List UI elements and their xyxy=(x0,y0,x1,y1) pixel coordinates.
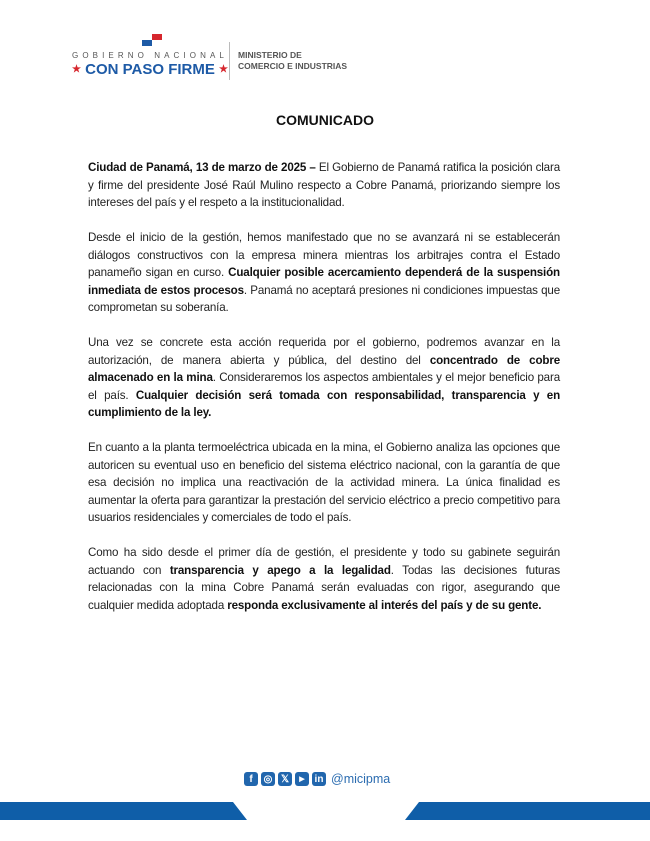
bold-text: concentrado de cobre almacenado en la mina xyxy=(88,353,560,384)
paragraph-2 xyxy=(88,229,560,317)
text: El Gobierno de Panamá ratifica la posición clara y firme del presidente José Raúl Mulino respecto a Cobre Panamá, priorizando siempre los intereses del país y el respeto a la institucionalidad. xyxy=(88,161,560,209)
divider xyxy=(229,42,230,80)
text: Como ha sido desde el primer día de gestión, el presidente y todo su gabinete seguirán actuando con xyxy=(88,546,560,577)
dateline: Ciudad de Panamá, 13 de marzo de 2025 – xyxy=(88,161,316,174)
facebook-icon[interactable]: f xyxy=(244,772,258,786)
bold-text: transparencia y apego a la legalidad xyxy=(169,563,391,577)
bold-text: Cualquier decisión será tomada con responsabilidad, transparencia y en cumplimiento de la ley. xyxy=(88,388,560,419)
youtube-icon[interactable]: ▶ xyxy=(295,772,309,786)
paragraph-3 xyxy=(88,334,560,422)
panama-flag-icon xyxy=(142,34,162,46)
government-name: GOBIERNO NACIONAL xyxy=(72,51,228,60)
paragraph-5 xyxy=(88,544,560,614)
social-handle[interactable]: @micipma xyxy=(331,772,391,786)
government-slogan xyxy=(72,61,228,78)
instagram-icon[interactable]: ◎ xyxy=(261,772,275,786)
paragraph-4 xyxy=(88,439,560,527)
slogan-text: CON PASO FIRME xyxy=(85,61,215,78)
star-icon: ★ xyxy=(219,64,229,75)
paragraph-1 xyxy=(88,159,560,212)
text: . Consideraremos los aspectos ambientales y el mejor beneficio para el país. xyxy=(88,371,560,402)
ministry-name xyxy=(238,50,347,72)
bold-text: responda exclusivamente al interés del país y de su gente. xyxy=(227,598,542,612)
text: En cuanto a la planta termoeléctrica ubicada en la mina, el Gobierno analiza las opciones que autoricen su eventual uso en beneficio del sistema eléctrico nacional, con la garantía de que esa decisión no implica una reactivación de la actividad minera. La única finalidad es aumentar la oferta para garantizar la prestación del servicio eléctrico a precio competitivo para usuarios residenciales y comerciales de todo el país. xyxy=(88,441,560,524)
linkedin-icon[interactable]: in xyxy=(312,772,326,786)
ministry-line-2: COMERCIO E INDUSTRIAS xyxy=(238,61,348,71)
star-icon: ★ xyxy=(72,64,81,75)
bold-text: Cualquier posible acercamiento dependerá de la suspensión inmediata de estos procesos xyxy=(88,266,560,297)
footer-bar-right xyxy=(405,802,650,820)
document-title: COMUNICADO xyxy=(276,112,374,128)
ministry-line-1: MINISTERIO DE xyxy=(238,50,302,60)
document-body xyxy=(88,159,560,632)
text: . Todas las decisiones futuras relacionadas con la mina Cobre Panamá serán evaluadas con rigor, asegurando que cualquier medida adoptada xyxy=(88,563,560,612)
social-links xyxy=(244,772,390,786)
footer-bar-left xyxy=(0,802,247,820)
text: Desde el inicio de la gestión, hemos manifestado que no se avanzará ni se establecerán diálogos constructivos con la empresa minera mientras los arbitrajes contra el Estado panameño sigan en curso. xyxy=(88,231,560,279)
text: . Panamá no aceptará presiones ni condiciones impuestas que comprometan su soberanía. xyxy=(88,283,560,314)
x-icon[interactable]: 𝕏 xyxy=(278,772,292,786)
text: Una vez se concrete esta acción requerida por el gobierno, podremos avanzar en la autorización, de manera abierta y pública, del destino del xyxy=(88,336,560,367)
